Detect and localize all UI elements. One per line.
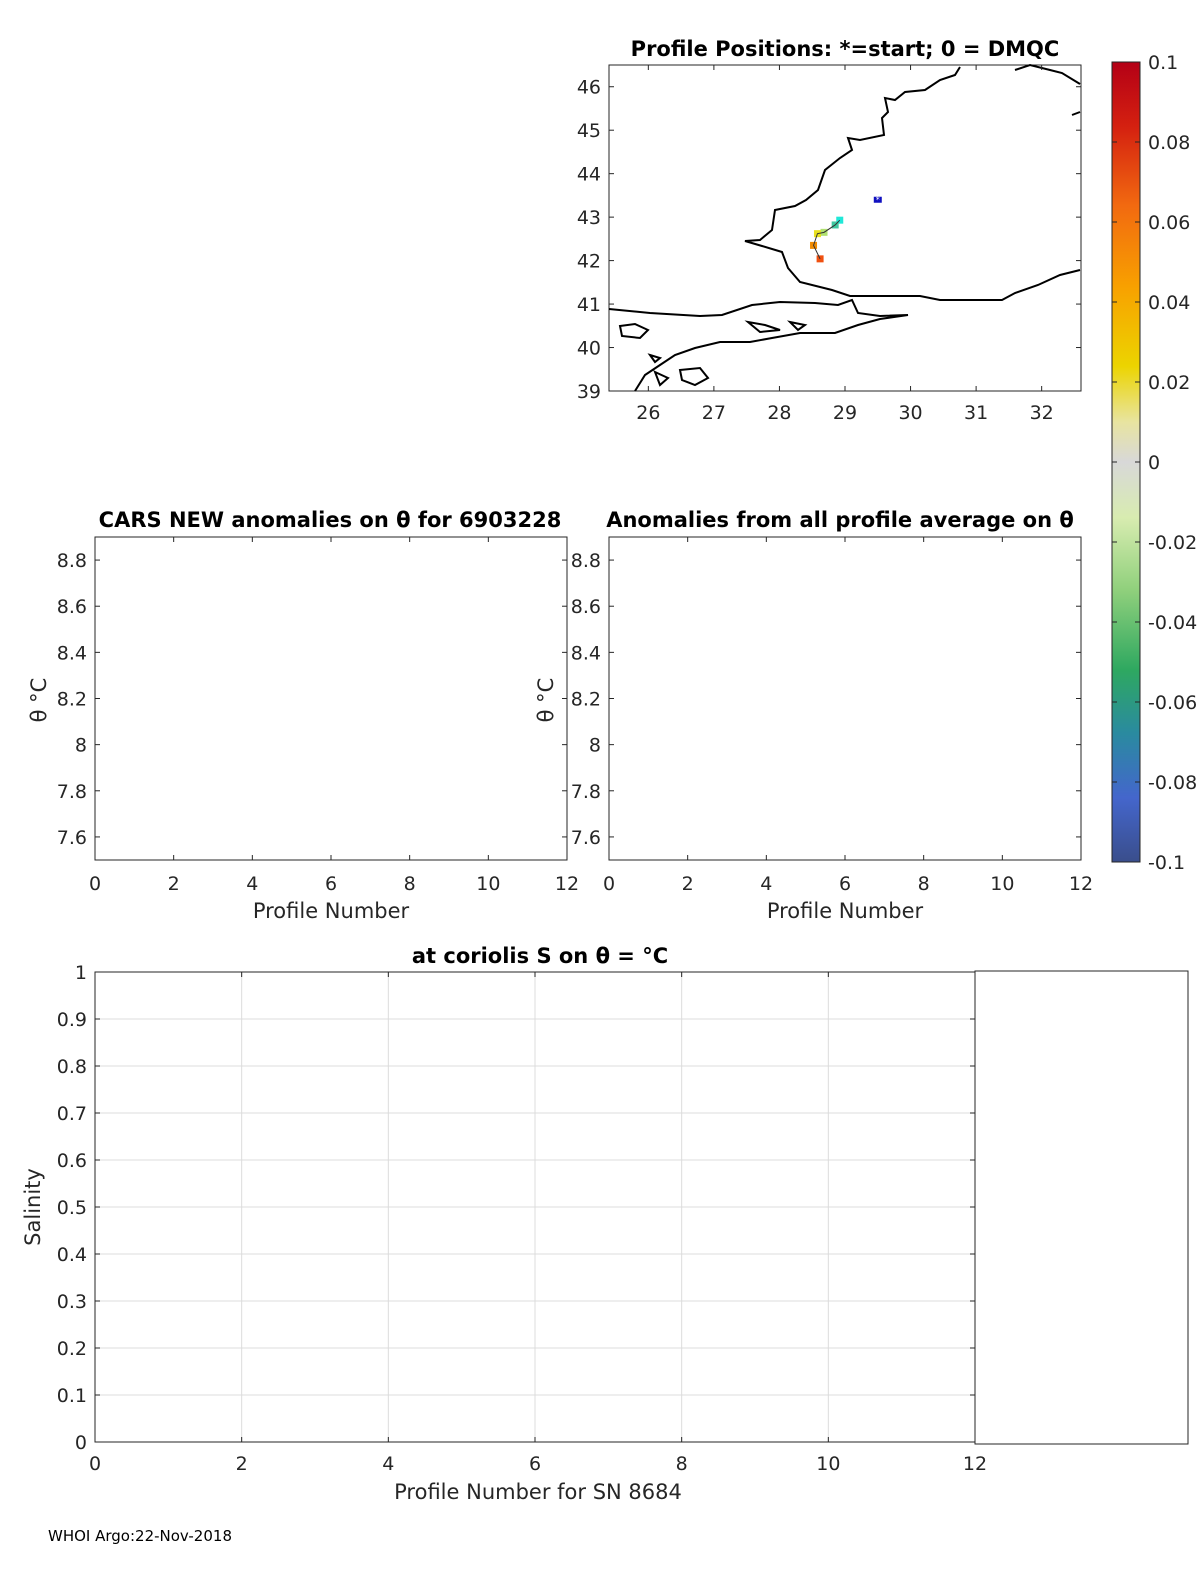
x-tick-label: 32 xyxy=(1029,402,1054,424)
x-tick-label: 2 xyxy=(167,873,180,895)
profile-average-anomaly-title: Anomalies from all profile average on θ xyxy=(606,508,1074,532)
x-tick-label: 0 xyxy=(602,873,616,895)
profile-average-anomaly-ylabel: θ °C xyxy=(534,677,558,723)
y-tick-label: 41 xyxy=(576,294,601,317)
x-tick-label: 29 xyxy=(832,402,858,424)
x-tick-label: 12 xyxy=(962,1453,988,1475)
colorbar xyxy=(1112,52,1197,874)
y-tick-label: 0.8 xyxy=(56,1056,87,1078)
y-tick-label: 8.8 xyxy=(56,550,87,573)
x-tick-label: 12 xyxy=(1068,873,1094,895)
colorbar-tick-label: -0.1 xyxy=(1148,852,1186,874)
map-title: Profile Positions: *=start; 0 = DMQC xyxy=(630,37,1060,61)
map-panel xyxy=(577,37,1081,424)
legend-box xyxy=(975,971,1188,1444)
salinity-ticks xyxy=(57,962,987,1475)
y-tick-label: 0.2 xyxy=(56,1338,87,1360)
x-tick-label: 30 xyxy=(898,402,923,424)
cars-anomaly-ticks xyxy=(57,537,579,895)
y-tick-label: 42 xyxy=(576,250,601,273)
y-tick-label: 43 xyxy=(576,207,601,230)
x-tick-label: 10 xyxy=(816,1453,841,1475)
x-tick-label: 2 xyxy=(681,873,694,895)
cars-anomaly-axes-box xyxy=(95,537,567,860)
salinity-grid xyxy=(95,972,975,1442)
x-tick-label: 2 xyxy=(235,1453,248,1475)
y-tick-label: 46 xyxy=(576,76,601,99)
colorbar-tick-label: 0.1 xyxy=(1148,52,1179,74)
x-tick-label: 10 xyxy=(990,873,1015,895)
y-tick-label: 7.8 xyxy=(570,780,601,803)
x-tick-label: 6 xyxy=(838,873,852,895)
x-tick-label: 10 xyxy=(476,873,501,895)
start-star-glyph: * xyxy=(875,195,880,205)
x-tick-label: 27 xyxy=(701,402,726,424)
y-tick-label: 8.4 xyxy=(56,642,87,665)
y-tick-label: 7.8 xyxy=(56,780,87,803)
x-tick-label: 6 xyxy=(324,873,338,895)
colorbar-tick-label: -0.02 xyxy=(1148,532,1198,554)
y-tick-label: 8.6 xyxy=(570,596,601,619)
colorbar-tick-label: 0.04 xyxy=(1148,292,1191,314)
y-tick-label: 8.6 xyxy=(56,596,87,619)
x-tick-label: 12 xyxy=(554,873,580,895)
salinity-title: at coriolis S on θ = °C xyxy=(411,944,669,968)
y-tick-label: 7.6 xyxy=(570,826,601,849)
y-tick-label: 0.1 xyxy=(56,1385,87,1407)
y-tick-label: 0.3 xyxy=(56,1291,87,1313)
y-tick-label: 44 xyxy=(576,163,601,186)
profile-markers xyxy=(810,196,882,263)
map-axes-box xyxy=(609,65,1081,391)
y-tick-label: 8.8 xyxy=(570,550,601,573)
x-tick-label: 4 xyxy=(382,1453,395,1475)
x-tick-label: 8 xyxy=(917,873,930,895)
x-tick-label: 26 xyxy=(636,402,661,424)
colorbar-tick-label: -0.04 xyxy=(1148,612,1198,634)
x-tick-label: 8 xyxy=(675,1453,688,1475)
colorbar-tick-label: -0.06 xyxy=(1148,692,1198,714)
y-tick-label: 1 xyxy=(74,962,87,984)
y-tick-label: 0.7 xyxy=(56,1103,87,1125)
x-tick-label: 28 xyxy=(767,402,792,424)
cars-anomaly-panel xyxy=(27,508,579,923)
y-tick-label: 0.4 xyxy=(56,1244,87,1266)
y-tick-label: 8.2 xyxy=(56,688,87,711)
x-tick-label: 4 xyxy=(760,873,773,895)
x-tick-label: 6 xyxy=(528,1453,542,1475)
y-tick-label: 8 xyxy=(74,734,87,757)
profile-average-anomaly-ticks xyxy=(571,537,1093,895)
salinity-ylabel: Salinity xyxy=(21,1168,45,1246)
y-tick-label: 0.5 xyxy=(56,1197,87,1219)
y-tick-label: 40 xyxy=(576,337,601,360)
y-tick-label: 0.9 xyxy=(56,1009,87,1031)
colorbar-tick-label: -0.08 xyxy=(1148,772,1198,794)
x-tick-label: 8 xyxy=(403,873,416,895)
y-tick-label: 0.6 xyxy=(56,1150,87,1172)
salinity-panel xyxy=(21,944,1188,1504)
profile-average-anomaly-xlabel: Profile Number xyxy=(766,899,924,923)
x-tick-label: 4 xyxy=(246,873,259,895)
colorbar-tick-label: 0.02 xyxy=(1148,372,1191,394)
cars-anomaly-ylabel: θ °C xyxy=(27,677,51,723)
footer-stamp: WHOI Argo:22-Nov-2018 xyxy=(48,1527,232,1545)
x-tick-label: 31 xyxy=(964,402,989,424)
x-tick-label: 0 xyxy=(88,1453,102,1475)
cars-anomaly-xlabel: Profile Number xyxy=(252,899,410,923)
salinity-xlabel: Profile Number for SN 8684 xyxy=(394,1480,682,1504)
coastline xyxy=(609,65,1080,391)
y-tick-label: 8 xyxy=(588,734,601,757)
y-tick-label: 7.6 xyxy=(56,826,87,849)
cars-anomaly-title: CARS NEW anomalies on θ for 6903228 xyxy=(98,508,562,532)
colorbar-tick-label: 0.08 xyxy=(1148,132,1191,154)
y-tick-label: 45 xyxy=(576,120,601,143)
x-tick-label: 0 xyxy=(88,873,102,895)
y-tick-label: 8.2 xyxy=(570,688,601,711)
y-tick-label: 8.4 xyxy=(570,642,601,665)
profile-average-anomaly-axes-box xyxy=(609,537,1081,860)
colorbar-tick-label: 0.06 xyxy=(1148,212,1191,234)
y-tick-label: 39 xyxy=(576,381,601,403)
profile-average-anomaly-panel xyxy=(534,508,1093,923)
y-tick-label: 0 xyxy=(74,1432,87,1454)
colorbar-tick-label: 0 xyxy=(1148,452,1161,474)
